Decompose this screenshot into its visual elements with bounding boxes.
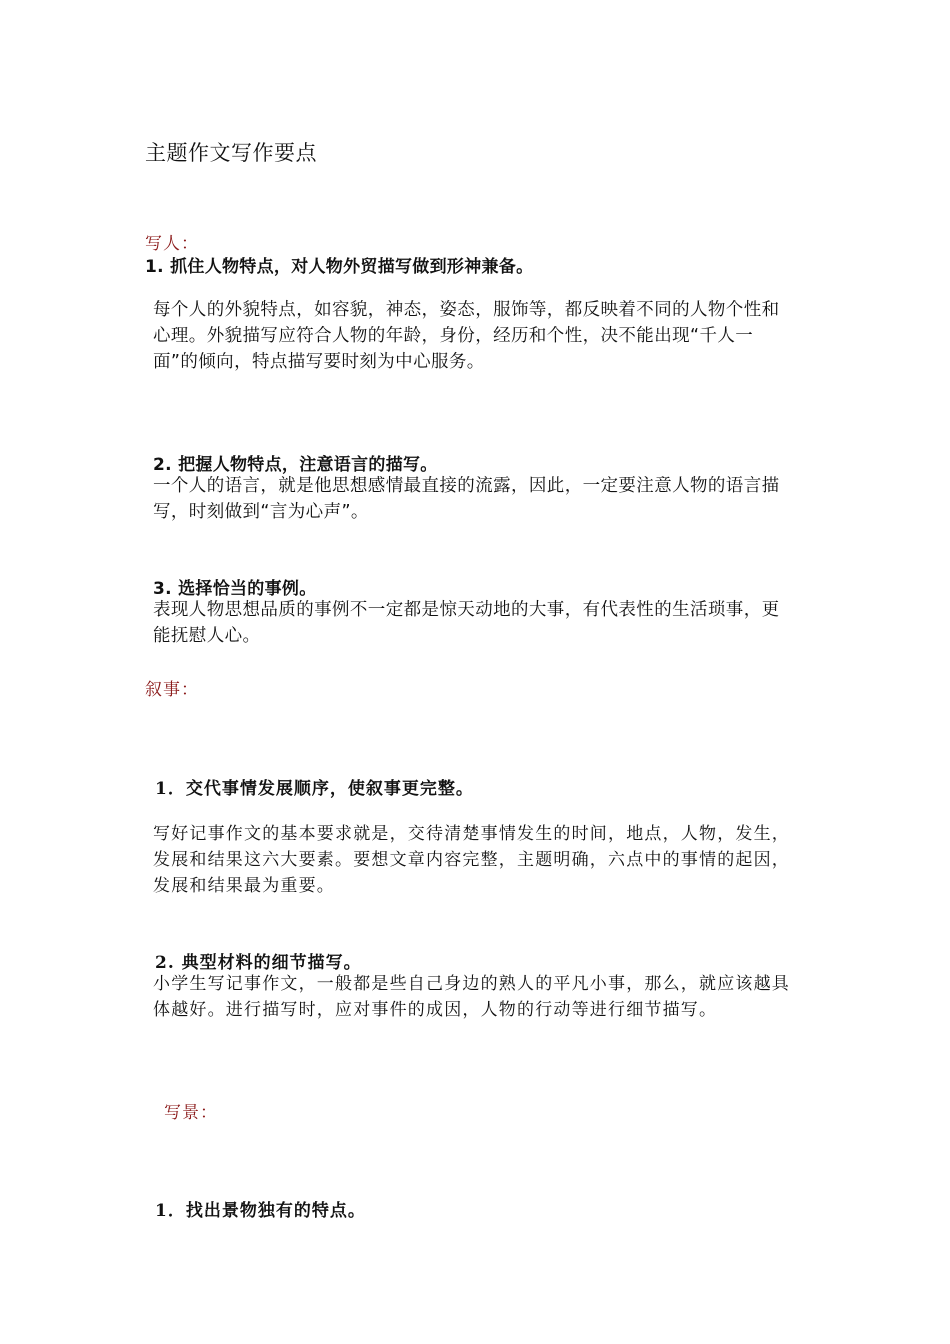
portrait-point-2-heading: 2. 把握人物特点，注意语言的描写。	[153, 455, 438, 475]
page-title: 主题作文写作要点	[145, 141, 317, 165]
section-label-portrait: 写人：	[145, 234, 199, 254]
narrative-point-2-heading: 2. 典型材料的细节描写。	[155, 953, 362, 973]
scenery-point-1-heading: 1．找出景物独有的特点。	[155, 1201, 366, 1221]
narrative-point-2-body: 小学生写记事作文，一般都是些自己身边的熟人的平凡小事，那么，就应该越具体越好。进行描写时，应对事件的成因，人物的行动等进行细节描写。	[153, 974, 790, 1020]
portrait-point-1-body: 每个人的外貌特点，如容貌，神态，姿态，服饰等，都反映着不同的人物个性和心理。外貌描写应符合人物的年龄，身份，经历和个性，决不能出现“千人一面”的倾向，特点描写要时刻为中心服务。	[153, 300, 780, 372]
narrative-point-1-body: 写好记事作文的基本要求就是，交待清楚事情发生的时间，地点，人物，发生，发展和结果这六大要素。要想文章内容完整，主题明确，六点中的事情的起因，发展和结果最为重要。	[153, 824, 790, 896]
portrait-point-1-heading: 1. 抓住人物特点，对人物外贸描写做到形神兼备。	[145, 257, 534, 277]
section-label-narrative: 叙事：	[145, 680, 199, 700]
narrative-point-1-heading: 1．交代事情发展顺序，使叙事更完整。	[155, 779, 474, 799]
section-label-scenery: 写景：	[164, 1103, 218, 1123]
portrait-point-2-body: 一个人的语言，就是他思想感情最直接的流露，因此，一定要注意人物的语言描写，时刻做到“言为心声”。	[153, 476, 780, 522]
portrait-point-3-heading: 3. 选择恰当的事例。	[153, 579, 317, 599]
portrait-point-3-body: 表现人物思想品质的事例不一定都是惊天动地的大事，有代表性的生活琐事，更能抚慰人心。	[153, 600, 780, 646]
